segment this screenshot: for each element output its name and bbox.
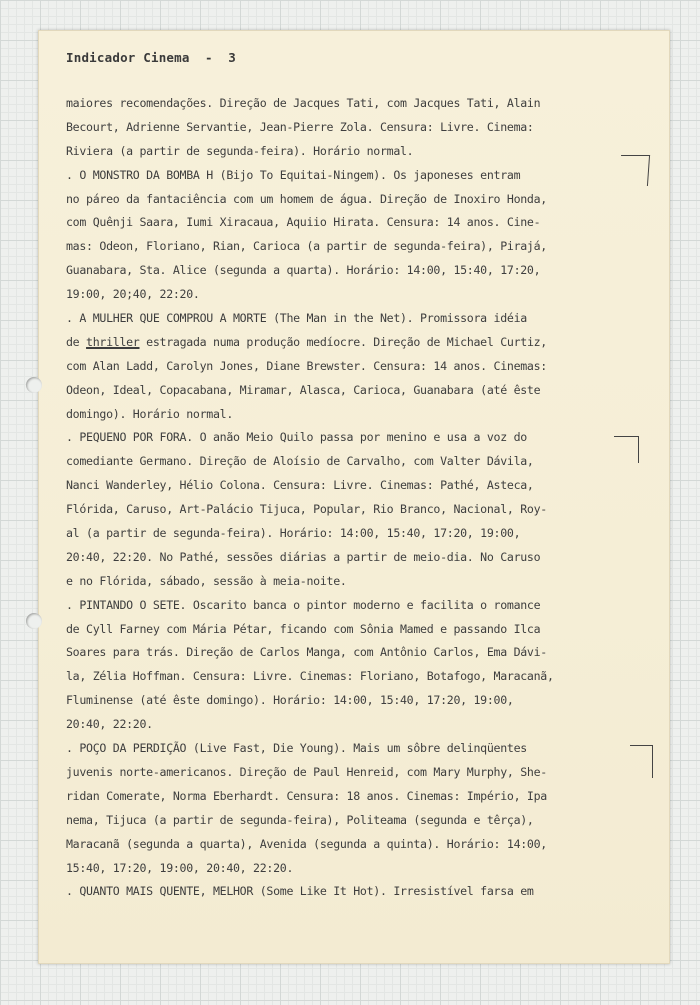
text-line: Soares para trás. Direção de Carlos Manga, com Antônio Carlos, Ema Dávi- xyxy=(66,645,547,660)
text-line: . PINTANDO O SETE. Oscarito banca o pintor moderno e facilita o romance xyxy=(66,597,541,612)
text-line: com Quênji Saara, Iumi Xiracaua, Aquiio Hirata. Censura: 14 anos. Cine- xyxy=(66,215,541,230)
text-line: Maracanã (segunda a quarta), Avenida (segunda a quinta). Horário: 14:00, xyxy=(66,836,547,851)
text-line: com Alan Ladd, Carolyn Jones, Diane Brewster. Censura: 14 anos. Cinemas: xyxy=(66,358,547,373)
text-line: 15:40, 17:20, 19:00, 20:40, 22:20. xyxy=(66,860,294,875)
text-line: Riviera (a partir de segunda-feira). Horário normal. xyxy=(66,143,414,158)
text-line: maiores recomendações. Direção de Jacques Tati, com Jacques Tati, Alain xyxy=(66,96,541,110)
text-line: nema, Tijuca (a partir de segunda-feira), Politeama (segunda e têrça), xyxy=(66,812,534,827)
text-line: 20:40, 22:20. xyxy=(66,717,153,732)
text-line: Nanci Wanderley, Hélio Colona. Censura: Livre. Cinemas: Pathé, Asteca, xyxy=(66,478,534,493)
text-line: . A MULHER QUE COMPROU A MORTE (The Man in the Net). Promissora idéia xyxy=(66,311,527,326)
punch-hole xyxy=(26,613,42,629)
underlined-word: thriller xyxy=(86,334,140,349)
text-line: de thriller estragada numa produção medíocre. Direção de Michael Curtiz, xyxy=(66,334,547,349)
text-line: . O MONSTRO DA BOMBA H (Bijo To Equitai-Ningem). Os japoneses entram xyxy=(66,167,521,182)
text-line: 19:00, 20;40, 22:20. xyxy=(66,287,200,302)
margin-bracket-mark xyxy=(619,155,650,186)
text-line: mas: Odeon, Floriano, Rian, Carioca (a partir de segunda-feira), Pirajá, xyxy=(66,239,547,254)
margin-bracket-mark xyxy=(614,436,639,463)
text-line: . POÇO DA PERDIÇÃO (Live Fast, Die Young). Mais um sôbre delinqüentes xyxy=(66,741,527,756)
text-line: de Cyll Farney com Mária Pétar, ficando com Sônia Mamed e passando Ilca xyxy=(66,621,541,636)
text-line: e no Flórida, sábado, sessão à meia-noite. xyxy=(66,573,347,588)
typed-body-text xyxy=(66,92,662,904)
text-line: la, Zélia Hoffman. Censura: Livre. Cinemas: Floriano, Botafogo, Maracanã, xyxy=(66,669,554,684)
text-line: . QUANTO MAIS QUENTE, MELHOR (Some Like It Hot). Irresistível farsa em xyxy=(66,884,534,899)
punch-hole xyxy=(26,377,42,393)
text-line: Fluminense (até êste domingo). Horário: 14:00, 15:40, 17:20, 19:00, xyxy=(66,693,514,708)
text-line: domingo). Horário normal. xyxy=(66,406,234,421)
text-line: . PEQUENO POR FORA. O anão Meio Quilo passa por menino e usa a voz do xyxy=(66,430,527,445)
page-header: Indicador Cinema - 3 xyxy=(66,50,236,65)
text-line: juvenis norte-americanos. Direção de Paul Henreid, com Mary Murphy, She- xyxy=(66,764,547,779)
text-line: Becourt, Adrienne Servantie, Jean-Pierre Zola. Censura: Livre. Cinema: xyxy=(66,119,534,134)
text-line: Flórida, Caruso, Art-Palácio Tijuca, Popular, Rio Branco, Nacional, Roy- xyxy=(66,502,547,517)
text-line: al (a partir de segunda-feira). Horário: 14:00, 15:40, 17:20, 19:00, xyxy=(66,526,521,541)
text-line: Guanabara, Sta. Alice (segunda a quarta). Horário: 14:00, 15:40, 17:20, xyxy=(66,263,541,278)
margin-bracket-mark xyxy=(630,745,653,778)
text-line: comediante Germano. Direção de Aloísio de Carvalho, com Valter Dávila, xyxy=(66,454,534,469)
text-line: Odeon, Ideal, Copacabana, Miramar, Alasca, Carioca, Guanabara (até êste xyxy=(66,382,541,397)
text-line: no páreo da fantaciência com um homem de água. Direção de Inoxiro Honda, xyxy=(66,191,547,206)
text-line: ridan Comerate, Norma Eberhardt. Censura: 18 anos. Cinemas: Império, Ipa xyxy=(66,788,547,803)
text-line: 20:40, 22:20. No Pathé, sessões diárias a partir de meio-dia. No Caruso xyxy=(66,549,541,564)
